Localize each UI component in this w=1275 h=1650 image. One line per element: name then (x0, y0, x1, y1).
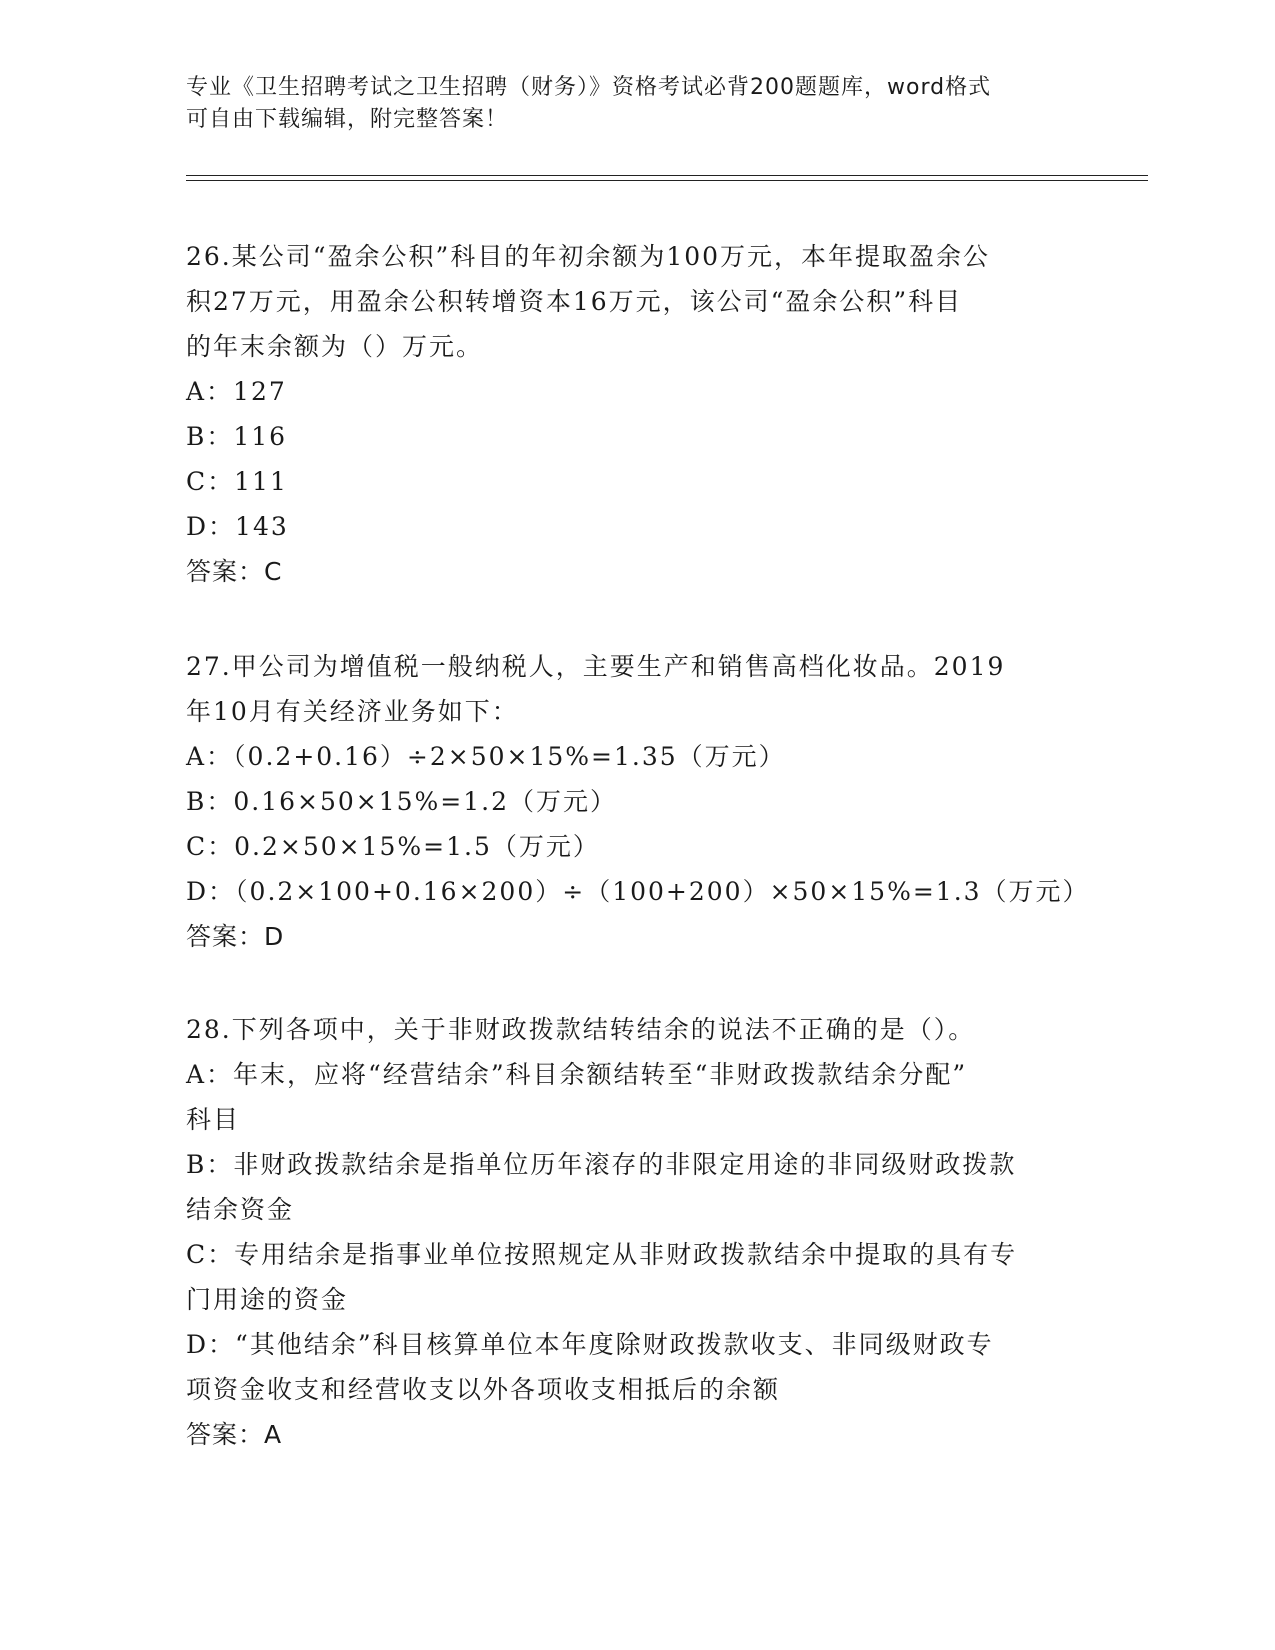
question-stem (186, 1007, 1086, 1052)
option-line: 门用途的资金 (186, 1285, 349, 1314)
question-28 (186, 1007, 1086, 1457)
option-b (186, 1142, 1086, 1232)
option-line: C：专用结余是指事业单位按照规定从非财政拨款结余中提取的具有专 (186, 1240, 1018, 1269)
option-line: 结余资金 (186, 1195, 295, 1224)
stem-line: 的年末余额为（）万元。 (186, 332, 484, 361)
option-line: B：非财政拨款结余是指单位历年滚存的非限定用途的非同级财政拨款 (186, 1150, 1017, 1179)
answer-label: 答案： (186, 557, 265, 586)
option-d (186, 1322, 1086, 1412)
option-d (186, 869, 1090, 914)
option-line: C：0.2×50×15%=1.5（万元） (186, 832, 600, 861)
answer-label: 答案： (186, 922, 265, 951)
option-line: A：年末，应将“经营结余”科目余额结转至“非财政拨款结余分配” (186, 1060, 968, 1089)
option-b (186, 414, 1086, 459)
option-line: 项资金收支和经营收支以外各项收支相抵后的余额 (186, 1375, 781, 1404)
answer-line (186, 1412, 1086, 1457)
question-stem (186, 234, 1086, 369)
question-stem (186, 644, 1086, 734)
option-line: D：“其他结余”科目核算单位本年度除财政拨款收支、非同级财政专 (186, 1330, 994, 1359)
answer-line (186, 914, 1086, 959)
option-line: D：（0.2×100+0.16×200）÷（100+200）×50×15%=1.3（万元） (186, 877, 1090, 906)
option-line: 科目 (186, 1105, 241, 1134)
option-c (186, 459, 1086, 504)
answer-value: D (264, 922, 285, 951)
question-27 (186, 644, 1090, 959)
option-line: A：127 (186, 377, 287, 406)
stem-line: 26.某公司“盈余公积”科目的年初余额为100万元，本年提取盈余公 (186, 242, 991, 271)
header-line: 可自由下载编辑，附完整答案！ (186, 107, 509, 132)
stem-line: 积27万元，用盈余公积转增资本16万元，该公司“盈余公积”科目 (186, 287, 963, 316)
header-divider (186, 175, 1148, 176)
option-b (186, 779, 1086, 824)
answer-line (186, 549, 1086, 594)
answer-value: C (264, 557, 283, 586)
option-line: B：116 (186, 422, 288, 451)
option-line: B：0.16×50×15%=1.2（万元） (186, 787, 618, 816)
option-line: D：143 (186, 512, 289, 541)
answer-value: A (264, 1420, 283, 1449)
option-a (186, 734, 1086, 779)
option-a (186, 1052, 1086, 1142)
answer-label: 答案： (186, 1420, 265, 1449)
option-line: A：（0.2+0.16）÷2×50×15%=1.35（万元） (186, 742, 786, 771)
header-line: 专业《卫生招聘考试之卫生招聘（财务）》资格考试必背200题题库，word格式 (186, 75, 992, 100)
stem-line: 28.下列各项中，关于非财政拨款结转结余的说法不正确的是（）。 (186, 1015, 976, 1044)
header-divider (186, 180, 1148, 181)
stem-line: 27.甲公司为增值税一般纳税人，主要生产和销售高档化妆品。2019 (186, 652, 1006, 681)
question-26 (186, 234, 1086, 594)
option-d (186, 504, 1086, 549)
stem-line: 年10月有关经济业务如下： (186, 697, 519, 726)
option-a (186, 369, 1086, 414)
option-c (186, 824, 1086, 869)
option-line: C：111 (186, 467, 288, 496)
document-header (186, 72, 1086, 136)
option-c (186, 1232, 1086, 1322)
